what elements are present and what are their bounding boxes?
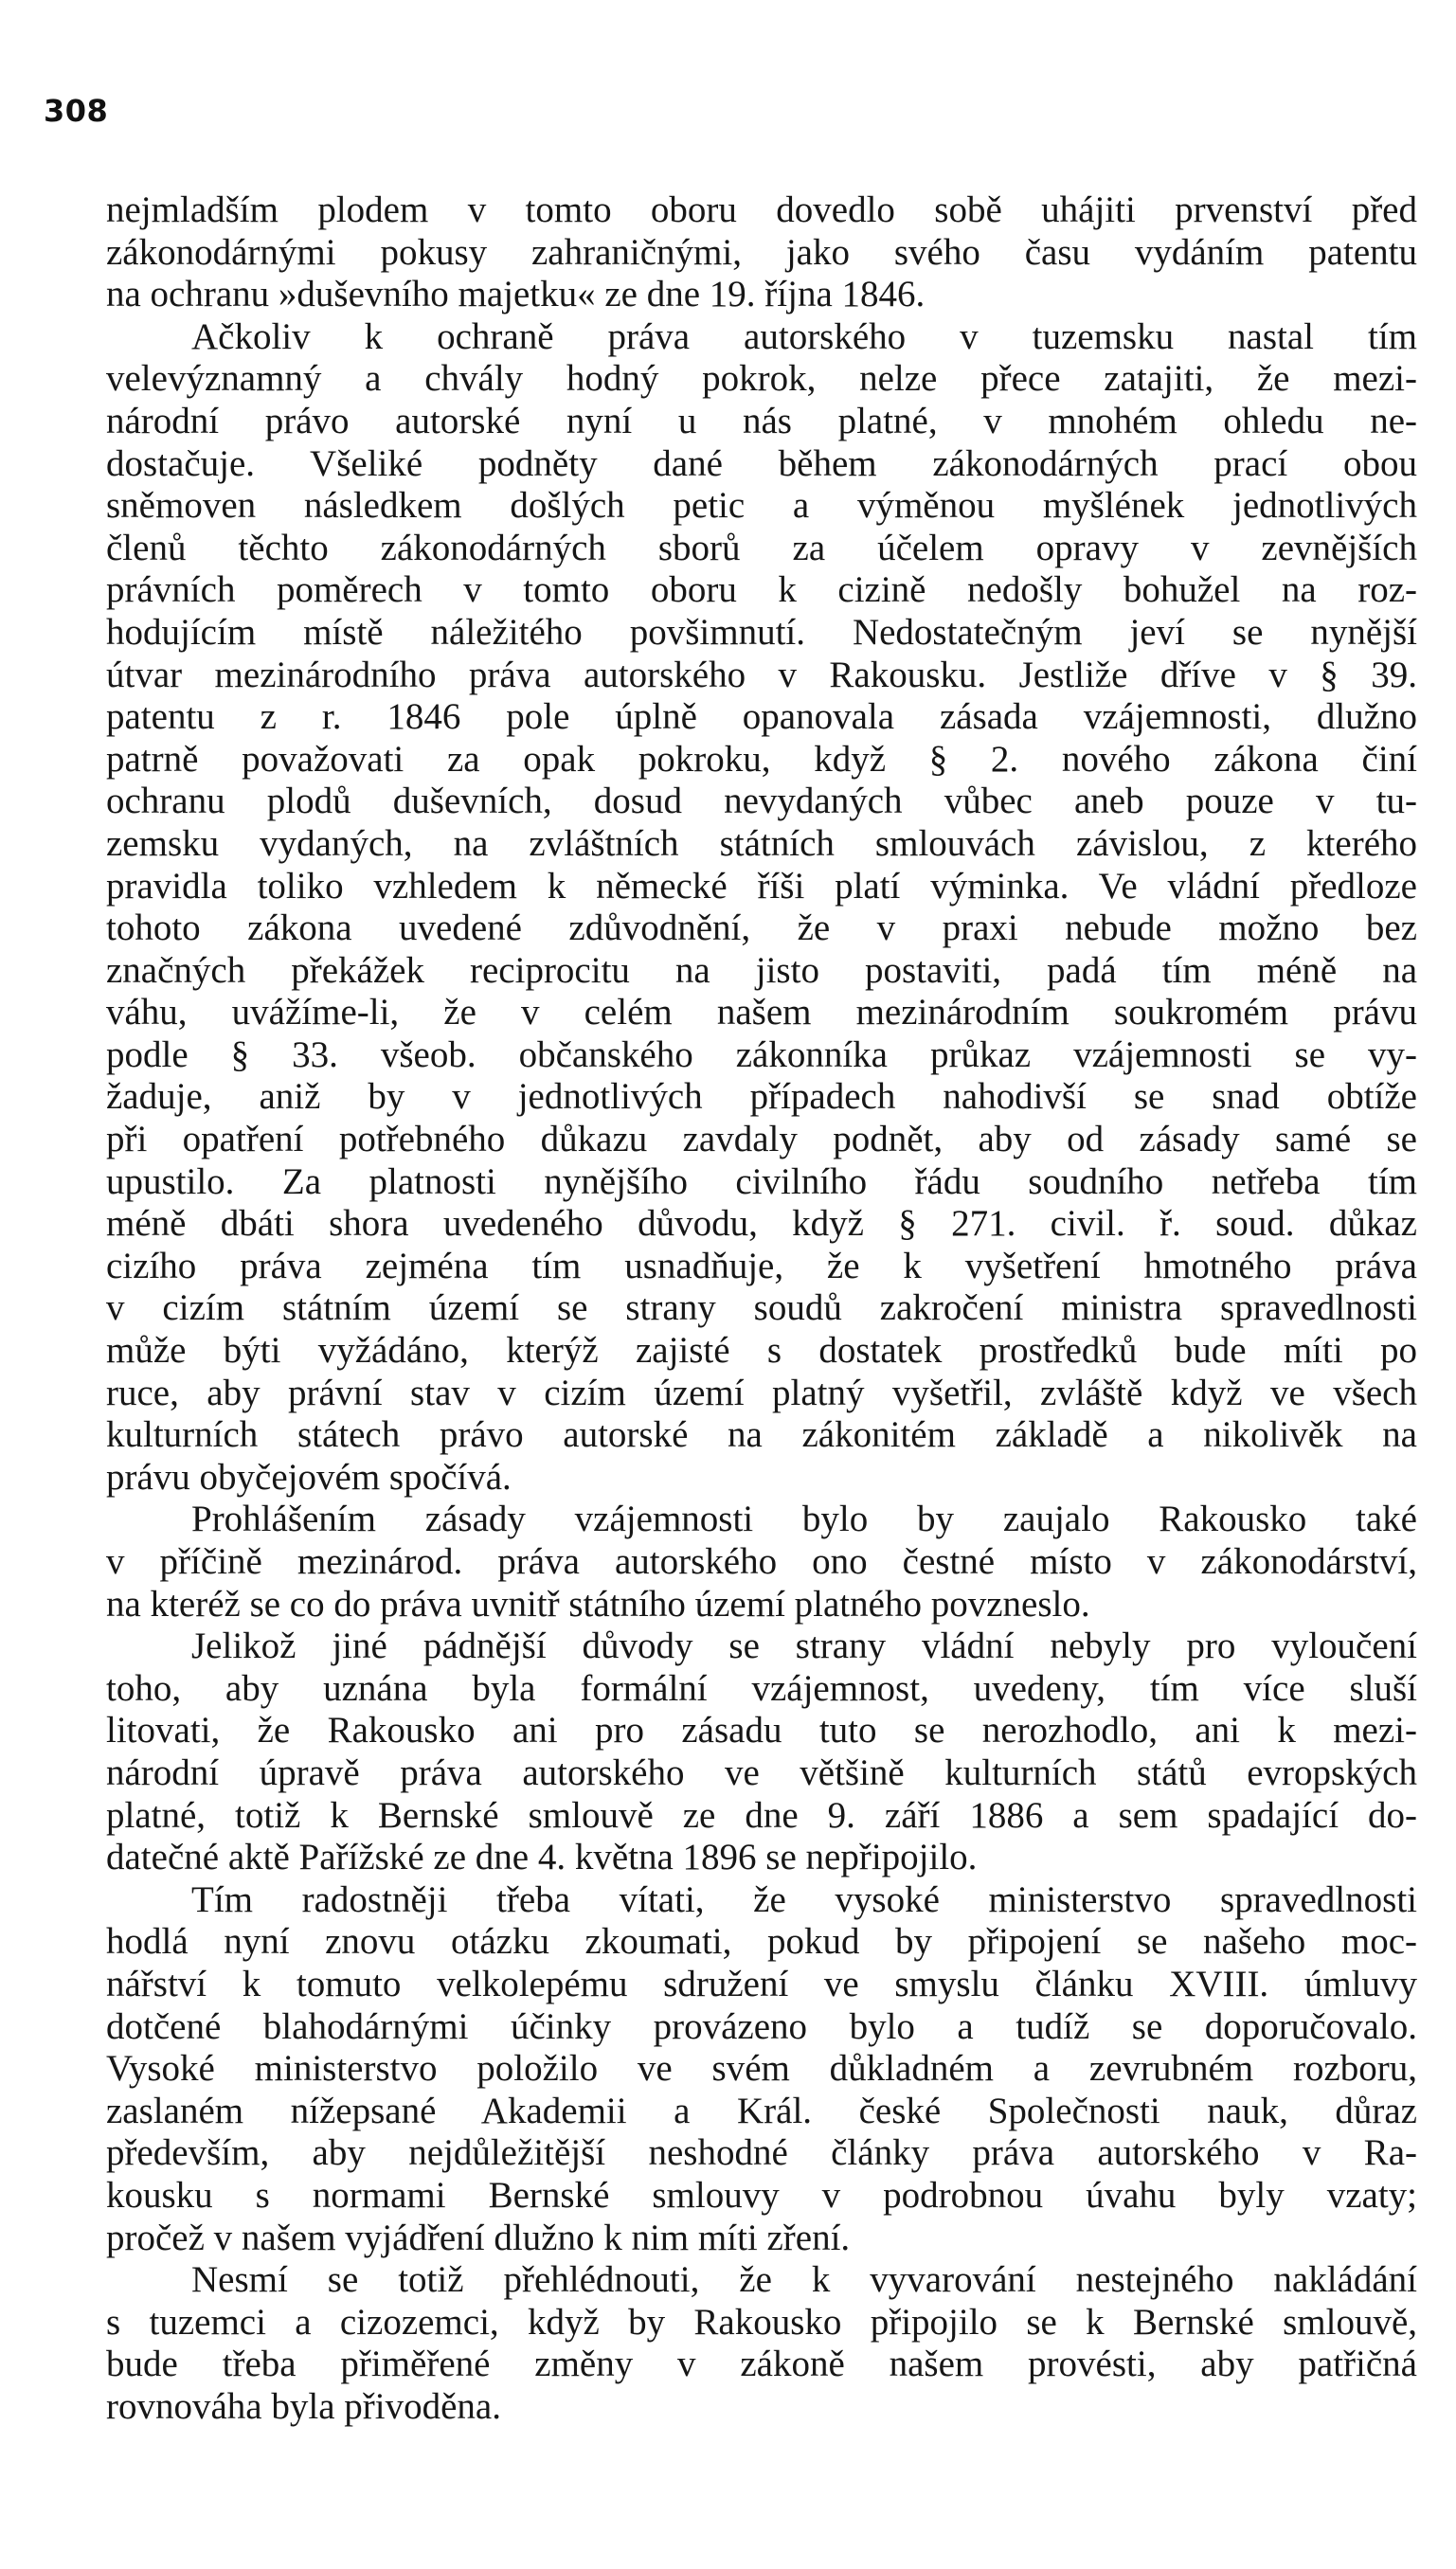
text-line: pravidla toliko vzhledem k německé říši platí výminka. Ve vládní předloze (106, 865, 1417, 907)
text-line: právu obyčejovém spočívá. (106, 1456, 512, 1498)
text-line: zákonodárnými pokusy zahraničnými, jako svého času vydáním patentu (106, 231, 1417, 273)
text-line: Jelikož jiné pádnější důvody se strany vládní nebyly pro vyloučení (191, 1626, 1417, 1667)
text-line: ruce, aby právní stav v cizím území platný vyšetřil, zvláště když ve všech (106, 1372, 1417, 1413)
text-line: žaduje, aniž by v jednotlivých případech nahodivší se snad obtíže (106, 1076, 1417, 1118)
text-line: platné, totiž k Bernské smlouvě ze dne 9. září 1886 a sem spadající do- (106, 1794, 1417, 1836)
text-line: v příčině mezinárod. práva autorského ono čestné místo v zákonodárství, (106, 1541, 1417, 1582)
page-number: 308 (44, 93, 109, 129)
text-line: právních poměrech v tomto oboru k cizině nedošly bohužel na roz- (106, 569, 1417, 611)
text-line: ochranu plodů duševních, dosud nevydaných vůbec aneb pouze v tu- (106, 781, 1417, 822)
text-line: cizího práva zejména tím usnadňuje, že k vyšetření hmotného práva (106, 1245, 1417, 1286)
text-line: litovati, že Rakousko ani pro zásadu tuto se nerozhodlo, ani k mezi- (106, 1710, 1417, 1752)
text-line: národní právo autorské nyní u nás platné, v mnohém ohledu ne- (106, 400, 1417, 441)
text-line: především, aby nejdůležitější neshodné články práva autorského v Ra- (106, 2132, 1417, 2174)
text-line: Tím radostněji třeba vítati, že vysoké ministerstvo spravedlnosti (191, 1878, 1417, 1920)
text-line: Vysoké ministerstvo položilo ve svém důkladném a zevrubném rozboru, (106, 2048, 1417, 2090)
text-line: útvar mezinárodního práva autorského v Rakousku. Jestliže dříve v § 39. (106, 654, 1417, 695)
text-line: Prohlášením zásady vzájemnosti bylo by zaujalo Rakousko také (191, 1499, 1417, 1540)
text-line: bude třeba přiměřené změny v zákoně našem provésti, aby patřičná (106, 2344, 1417, 2385)
text-line: zaslaném nížepsané Akademii a Král. české Společnosti nauk, důraz (106, 2090, 1417, 2131)
text-line: značných překážek reciprocitu na jisto postaviti, padá tím méně na (106, 949, 1417, 991)
text-line: hodlá nyní znovu otázku zkoumati, pokud by připojení se našeho moc- (106, 1921, 1417, 1963)
text-line: váhu, uvážíme-li, že v celém našem mezinárodním soukromém právu (106, 992, 1417, 1033)
text-line: v cizím státním území se strany soudů zakročení ministra spravedlnosti (106, 1287, 1417, 1329)
text-line: při opatření potřebného důkazu zavdaly podnět, aby od zásady samé se (106, 1119, 1417, 1160)
text-line: sněmoven následkem došlých petic a výměnou myšlének jednotlivých (106, 485, 1417, 527)
text-line: dotčené blahodárnými účinky provázeno bylo a tudíž se doporučovalo. (106, 2005, 1417, 2047)
body-text (106, 189, 1417, 2428)
text-line: rovnováha byla přivoděna. (106, 2385, 501, 2427)
text-line: datečné aktě Pařížské ze dne 4. května 1896 se nepřipojilo. (106, 1837, 978, 1878)
text-line: národní úpravě práva autorského ve většině kulturních států evropských (106, 1752, 1417, 1793)
text-line: zemsku vydaných, na zvláštních státních smlouvách závislou, z kterého (106, 822, 1417, 864)
text-line: nejmladším plodem v tomto oboru dovedlo sobě uhájiti prvenství před (106, 189, 1417, 230)
text-line: nářství k tomuto velkolepému sdružení ve smyslu článku XVIII. úmluvy (106, 1963, 1417, 2004)
text-line: hodujícím místě náležitého povšimnutí. Nedostatečným jeví se nynější (106, 611, 1417, 653)
text-line: může býti vyžádáno, kterýž zajisté s dostatek prostředků bude míti po (106, 1330, 1417, 1372)
text-line: Nesmí se totiž přehlédnouti, že k vyvarování nestejného nakládání (191, 2259, 1417, 2301)
text-line: velevýznamný a chvály hodný pokrok, nelze přece zatajiti, že mezi- (106, 358, 1417, 400)
text-line: toho, aby uznána byla formální vzájemnost, uvedeny, tím více sluší (106, 1667, 1417, 1709)
text-line: pročež v našem vyjádření dlužno k nim míti zření. (106, 2217, 851, 2258)
text-line: upustilo. Za platnosti nynějšího civilního řádu soudního netřeba tím (106, 1160, 1417, 1202)
text-line: na ochranu »duševního majetku« ze dne 19. října 1846. (106, 274, 926, 315)
text-line: členů těchto zákonodárných sborů za účelem opravy v zevnějších (106, 527, 1417, 568)
text-line: dostačuje. Všeliké podněty dané během zákonodárných prací obou (106, 442, 1417, 484)
text-line: patentu z r. 1846 pole úplně opanovala zásada vzájemnosti, dlužno (106, 696, 1417, 738)
text-line: Ačkoliv k ochraně práva autorského v tuzemsku nastal tím (191, 315, 1417, 357)
text-line: s tuzemci a cizozemci, když by Rakousko připojilo se k Bernské smlouvě, (106, 2301, 1417, 2343)
text-line: patrně považovati za opak pokroku, když § 2. nového zákona činí (106, 738, 1417, 780)
text-line: podle § 33. všeob. občanského zákonníka průkaz vzájemnosti se vy- (106, 1033, 1417, 1075)
text-line: méně dbáti shora uvedeného důvodu, když § 271. civil. ř. soud. důkaz (106, 1203, 1417, 1245)
text-line: na kteréž se co do práva uvnitř státního území platného povzneslo. (106, 1583, 1090, 1625)
text-line: kulturních státech právo autorské na zákonitém základě a nikolivěk na (106, 1414, 1417, 1456)
text-line: kousku s normami Bernské smlouvy v podrobnou úvahu byly vzaty; (106, 2174, 1417, 2216)
text-line: tohoto zákona uvedené zdůvodnění, že v praxi nebude možno bez (106, 907, 1417, 949)
